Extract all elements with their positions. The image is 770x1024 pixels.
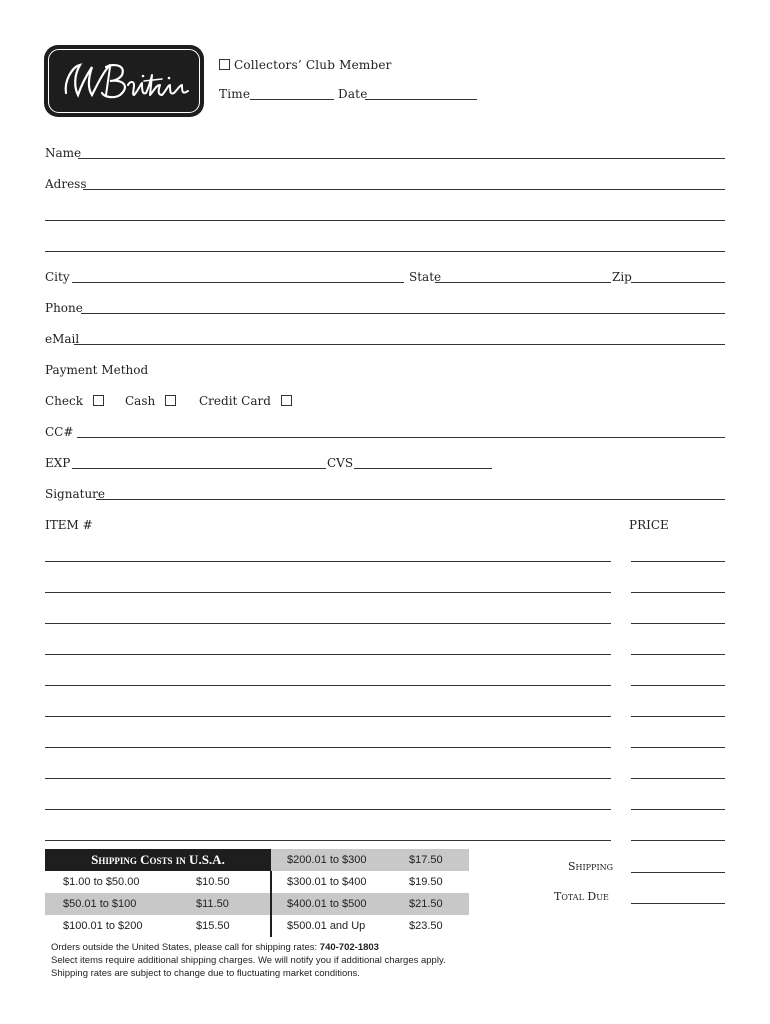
shipping-cost: $17.50 — [409, 854, 443, 866]
time-label: Time — [219, 87, 251, 101]
zip-line[interactable] — [631, 282, 725, 283]
item-number-header: ITEM # — [45, 518, 93, 532]
shipping-total-line[interactable] — [631, 872, 725, 873]
time-field[interactable] — [219, 87, 250, 101]
shipping-range: $1.00 to $50.00 — [63, 876, 140, 888]
state-line[interactable] — [435, 282, 611, 283]
cvs-line[interactable] — [354, 468, 492, 469]
check-option[interactable] — [45, 394, 108, 408]
shipping-range: $200.01 to $300 — [287, 854, 367, 866]
signature-line[interactable] — [96, 499, 725, 500]
phone-line[interactable] — [81, 313, 725, 314]
britain-signature-logo — [44, 45, 204, 117]
credit-card-checkbox[interactable] — [281, 395, 292, 406]
price-line[interactable] — [631, 778, 725, 779]
item-line[interactable] — [45, 623, 611, 624]
shipping-row-2 — [45, 871, 469, 893]
item-line[interactable] — [45, 840, 611, 841]
shipping-range: $400.01 to $500 — [287, 898, 367, 910]
price-header: PRICE — [629, 518, 669, 532]
collectors-club-label: Collectors’ Club Member — [234, 58, 392, 72]
item-line[interactable] — [45, 592, 611, 593]
price-line[interactable] — [631, 809, 725, 810]
rates-change-note: Shipping rates are subject to change due to fluctuating market conditions. — [51, 968, 360, 979]
email-line[interactable] — [74, 344, 725, 345]
shipping-total-label: Shipping — [568, 860, 613, 873]
state-label: State — [409, 270, 442, 284]
total-due-label: Total Due — [554, 890, 609, 903]
collectors-club-field[interactable] — [219, 58, 392, 72]
item-line[interactable] — [45, 747, 611, 748]
shipping-cost: $19.50 — [409, 876, 443, 888]
city-label: City — [45, 270, 70, 284]
name-line[interactable] — [78, 158, 725, 159]
total-due-line[interactable] — [631, 903, 725, 904]
price-line[interactable] — [631, 654, 725, 655]
shipping-row-3 — [45, 893, 469, 915]
zip-label: Zip — [612, 270, 632, 284]
britain-logo — [44, 45, 204, 117]
shipping-table-title: Shipping Costs in U.S.A. — [45, 849, 271, 871]
additional-charges-note: Select items require additional shipping charges. We will notify you if additional charges apply. — [51, 955, 446, 966]
shipping-cost: $10.50 — [196, 876, 230, 888]
item-line[interactable] — [45, 716, 611, 717]
international-note-text: Orders outside the United States, please call for shipping rates: — [51, 942, 320, 953]
price-line[interactable] — [631, 840, 725, 841]
address-line-3[interactable] — [45, 251, 725, 252]
international-note — [51, 942, 379, 953]
credit-card-label: Credit Card — [199, 394, 271, 408]
check-checkbox[interactable] — [93, 395, 104, 406]
shipping-row-1 — [45, 849, 469, 871]
cc-label: CC# — [45, 425, 74, 439]
item-line[interactable] — [45, 685, 611, 686]
address-label: Adress — [45, 177, 87, 191]
cash-option[interactable] — [125, 394, 180, 408]
payment-method-label: Payment Method — [45, 363, 149, 377]
address-line-2[interactable] — [45, 220, 725, 221]
price-line[interactable] — [631, 716, 725, 717]
item-line[interactable] — [45, 561, 611, 562]
time-line[interactable] — [250, 99, 334, 100]
cash-checkbox[interactable] — [165, 395, 176, 406]
phone-label: Phone — [45, 301, 83, 315]
date-field[interactable] — [338, 87, 368, 101]
exp-label: EXP — [45, 456, 71, 470]
price-line[interactable] — [631, 561, 725, 562]
item-line[interactable] — [45, 809, 611, 810]
cc-line[interactable] — [77, 437, 725, 438]
item-line[interactable] — [45, 654, 611, 655]
shipping-table-divider — [270, 871, 272, 937]
check-label: Check — [45, 394, 84, 408]
shipping-range: $100.01 to $200 — [63, 920, 143, 932]
item-line[interactable] — [45, 778, 611, 779]
email-label: eMail — [45, 332, 80, 346]
name-label: Name — [45, 146, 82, 160]
shipping-range: $50.01 to $100 — [63, 898, 137, 910]
shipping-cost: $21.50 — [409, 898, 443, 910]
shipping-row-4 — [45, 915, 469, 937]
signature-label: Signature — [45, 487, 106, 501]
credit-card-option[interactable] — [199, 394, 296, 408]
price-line[interactable] — [631, 592, 725, 593]
address-line-1[interactable] — [83, 189, 725, 190]
shipping-cost: $15.50 — [196, 920, 230, 932]
date-label: Date — [338, 87, 368, 101]
exp-line[interactable] — [72, 468, 326, 469]
shipping-range: $300.01 to $400 — [287, 876, 367, 888]
city-line[interactable] — [72, 282, 404, 283]
shipping-cost: $23.50 — [409, 920, 443, 932]
price-line[interactable] — [631, 747, 725, 748]
cvs-label: CVS — [327, 456, 354, 470]
shipping-range: $500.01 and Up — [287, 920, 366, 932]
cash-label: Cash — [125, 394, 156, 408]
collectors-club-checkbox[interactable] — [219, 59, 230, 70]
shipping-phone: 740-702-1803 — [319, 942, 379, 953]
shipping-cost: $11.50 — [196, 898, 229, 910]
price-line[interactable] — [631, 623, 725, 624]
date-line[interactable] — [365, 99, 477, 100]
price-line[interactable] — [631, 685, 725, 686]
